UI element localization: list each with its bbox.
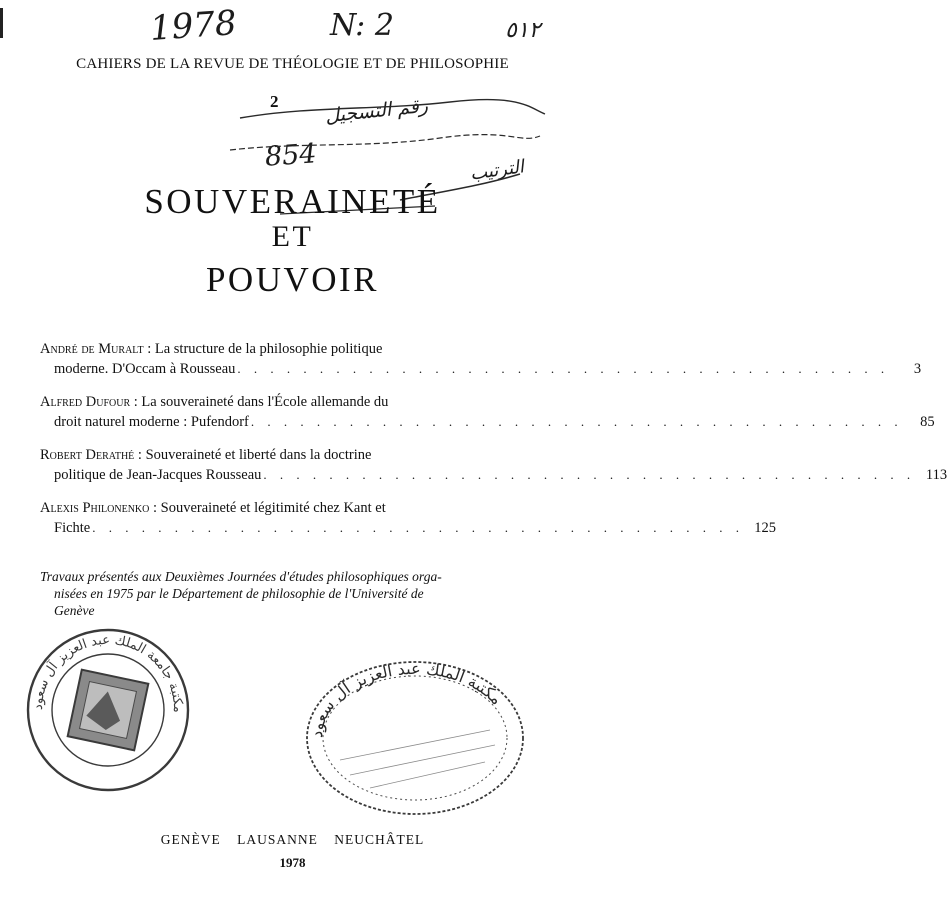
title-line-2: ET [271,220,314,253]
toc-entry-line-1 [40,499,518,518]
handwritten-number: N: 2 [330,8,394,43]
toc-leader-dots: . . . . . . . . . . . . . . . . . . . . . . . . . . . . . . . . . . . . . . . . [237,361,890,376]
toc-title-end: Fichte [54,520,91,536]
toc-author-first: Alfred [40,394,86,410]
toc-author-last: Derathé [85,447,135,463]
handwritten-stamp-number: 854 [263,138,318,173]
toc-entry [40,499,776,538]
handwritten-stamp-arabic-2: الترتيب [468,156,526,185]
toc-entry [40,446,947,485]
toc-page-number: 125 [754,520,776,536]
round-stamp-graphic [22,625,194,795]
round-stamp-text: مكتبة جامعة الملك عبد العزيز آل سعود [30,632,186,713]
toc-leader-dots: . . . . . . . . . . . . . . . . . . . . . . . . . . . . . . . . . . . . . . . . [92,520,744,535]
toc-entry [40,340,922,379]
toc-page-number: 85 [920,414,935,430]
toc-title-end: politique de Jean-Jacques Rousseau [54,467,262,483]
round-library-stamp [22,625,194,795]
toc-entry-line-1 [40,446,518,465]
publication-year: 1978 [279,855,306,870]
note-line-3: Genève [54,603,95,618]
table-of-contents [40,340,947,540]
handwritten-year: 1978 [148,3,238,49]
toc-author-first: Alexis [40,500,83,516]
toc-title-start: : Souveraineté et liberté dans la doctrine [134,447,372,463]
handwritten-top-right: ٥١٢ [505,18,541,43]
toc-entry-line-2 [40,465,947,485]
toc-author-last: Dufour [85,394,131,410]
title-line-3: POUVOIR [205,260,380,299]
oval-stamp-graphic [300,650,530,820]
svg-text:مكتبة الملك عبد العزيز آل سعود [307,659,506,738]
toc-title-end: droit naturel moderne : Pufendorf [54,414,249,430]
toc-entry [40,393,935,432]
toc-title-start: : La souveraineté dans l'École allemande du [130,394,389,410]
toc-entry-line-2 [40,518,776,538]
toc-author-first: André de [40,341,99,357]
toc-page-number: 113 [925,467,947,483]
toc-leader-dots: . . . . . . . . . . . . . . . . . . . . . . . . . . . . . . . . . . . . . . . . [250,414,903,429]
toc-page-number: 3 [913,361,922,377]
toc-author-last: Muralt [98,341,144,357]
toc-leader-dots: . . . . . . . . . . . . . . . . . . . . . . . . . . . . . . . . . . . . . . . . [263,467,916,482]
page-edge-mark [0,8,3,38]
toc-author-first: Robert [40,447,86,463]
publisher-cities: GENÈVE LAUSANNE NEUCHÂTEL [160,832,425,847]
toc-title-start: : La structure de la philosophie politique [143,341,383,357]
handwritten-stamp-arabic-1: رقم التسجيل [324,94,429,128]
note-line-1: Travaux présentés aux Deuxièmes Journées d'études philosophiques orga- [40,569,442,584]
toc-title-end: moderne. D'Occam à Rousseau [54,361,236,377]
presentation-note [40,568,518,619]
toc-entry-line-2 [40,359,922,379]
toc-entry-line-1 [40,393,518,412]
series-title: CAHIERS DE LA REVUE DE THÉOLOGIE ET DE PHILOSOPHIE [76,56,509,72]
toc-entry-line-2 [40,412,935,432]
toc-entry-line-1 [40,340,518,359]
toc-title-start: : Souveraineté et légitimité chez Kant et [149,500,386,516]
oval-library-stamp [300,650,530,820]
note-line-2: nisées en 1975 par le Département de philosophie de l'Université de [54,586,424,601]
oval-stamp-text: مكتبة الملك عبد العزيز آل سعود [306,658,507,739]
issue-number: 2 [270,92,279,111]
toc-author-last: Philonenko [82,500,150,516]
title-line-1: SOUVERAINETÉ [144,182,441,221]
